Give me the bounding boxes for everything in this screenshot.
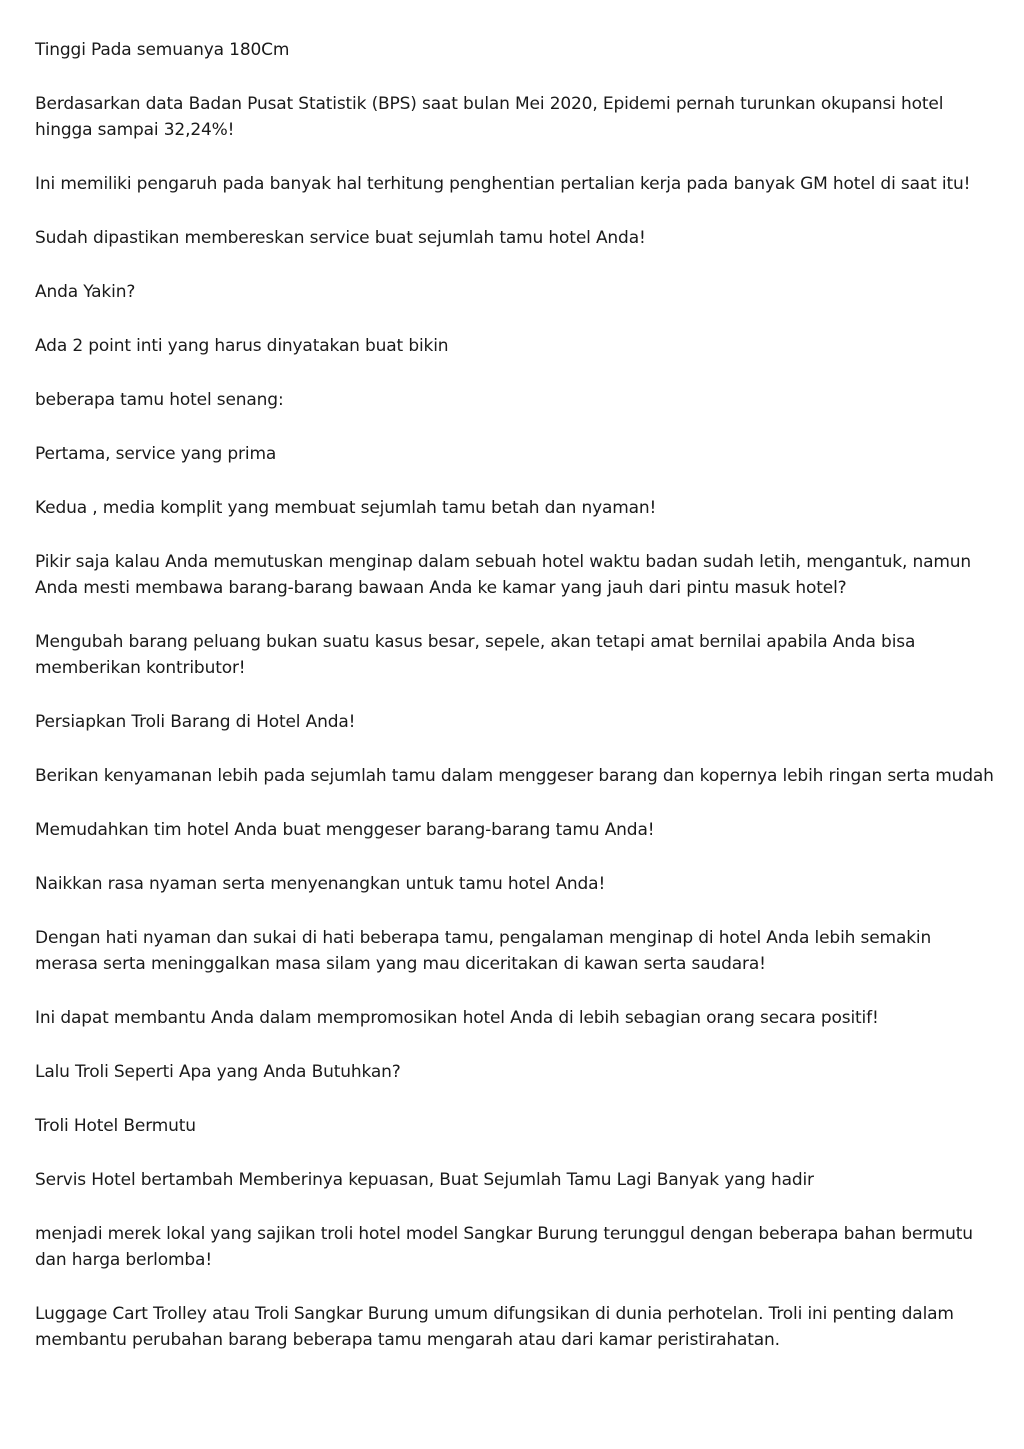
paragraph-prepare-trolley: Persiapkan Troli Barang di Hotel Anda!	[35, 712, 356, 732]
paragraph-service: Sudah dipastikan membereskan service buat sejumlah tamu hotel Anda!	[35, 228, 646, 248]
paragraph-impact: Ini memiliki pengaruh pada banyak hal terhitung penghentian pertalian kerja pada banyak GM hotel di saat itu!	[35, 174, 971, 194]
paragraph-height: Tinggi Pada semuanya 180Cm	[35, 40, 290, 60]
paragraph-local-brand: menjadi merek lokal yang sajikan troli hotel model Sangkar Burung terunggul dengan beberapa bahan bermutu dan harga berlomba!	[35, 1224, 973, 1270]
paragraph-hotel-service: Servis Hotel bertambah Memberinya kepuasan, Buat Sejumlah Tamu Lagi Banyak yang hadir	[35, 1170, 814, 1190]
paragraph-comfort: Berikan kenyamanan lebih pada sejumlah tamu dalam menggeser barang dan kopernya lebih ringan serta mudah	[35, 766, 994, 786]
paragraph-two-points: Ada 2 point inti yang harus dinyatakan buat bikin	[35, 336, 449, 356]
paragraph-first-point: Pertama, service yang prima	[35, 444, 277, 464]
paragraph-guests-happy: beberapa tamu hotel senang:	[35, 390, 284, 410]
paragraph-imagine: Pikir saja kalau Anda memutuskan menginap dalam sebuah hotel waktu badan sudah letih, mengantuk, namun Anda mesti membawa barang-barang bawaan Anda ke kamar yang jauh dari pintu masuk hotel?	[35, 552, 972, 598]
paragraph-raise-comfort: Naikkan rasa nyaman serta menyenangkan untuk tamu hotel Anda!	[35, 874, 606, 894]
paragraph-bps-statistics: Berdasarkan data Badan Pusat Statistik (BPS) saat bulan Mei 2020, Epidemi pernah turunkan okupansi hotel hingga sampai 32,24%!	[35, 94, 944, 140]
paragraph-team: Memudahkan tim hotel Anda buat menggeser barang-barang tamu Anda!	[35, 820, 655, 840]
paragraph-what-trolley: Lalu Troli Seperti Apa yang Anda Butuhkan?	[35, 1062, 401, 1082]
paragraph-second-point: Kedua , media komplit yang membuat sejumlah tamu betah dan nyaman!	[35, 498, 657, 518]
paragraph-question: Anda Yakin?	[35, 282, 136, 302]
paragraph-experience: Dengan hati nyaman dan sukai di hati beberapa tamu, pengalaman menginap di hotel Anda lebih semakin merasa serta meninggalkan masa silam yang mau diceritakan di kawan serta saudara!	[35, 928, 932, 974]
document-page	[35, 37, 995, 1381]
paragraph-luggage-cart: Luggage Cart Trolley atau Troli Sangkar Burung umum difungsikan di dunia perhotelan. Troli ini penting dalam membantu perubahan barang beberapa tamu mengarah atau dari kamar peristirahatan.	[35, 1304, 954, 1350]
paragraph-promotion: Ini dapat membantu Anda dalam mempromosikan hotel Anda di lebih sebagian orang secara positif!	[35, 1008, 879, 1028]
paragraph-quality-trolley: Troli Hotel Bermutu	[35, 1116, 196, 1136]
paragraph-moving-goods: Mengubah barang peluang bukan suatu kasus besar, sepele, akan tetapi amat bernilai apabila Anda bisa memberikan kontributor!	[35, 632, 916, 678]
